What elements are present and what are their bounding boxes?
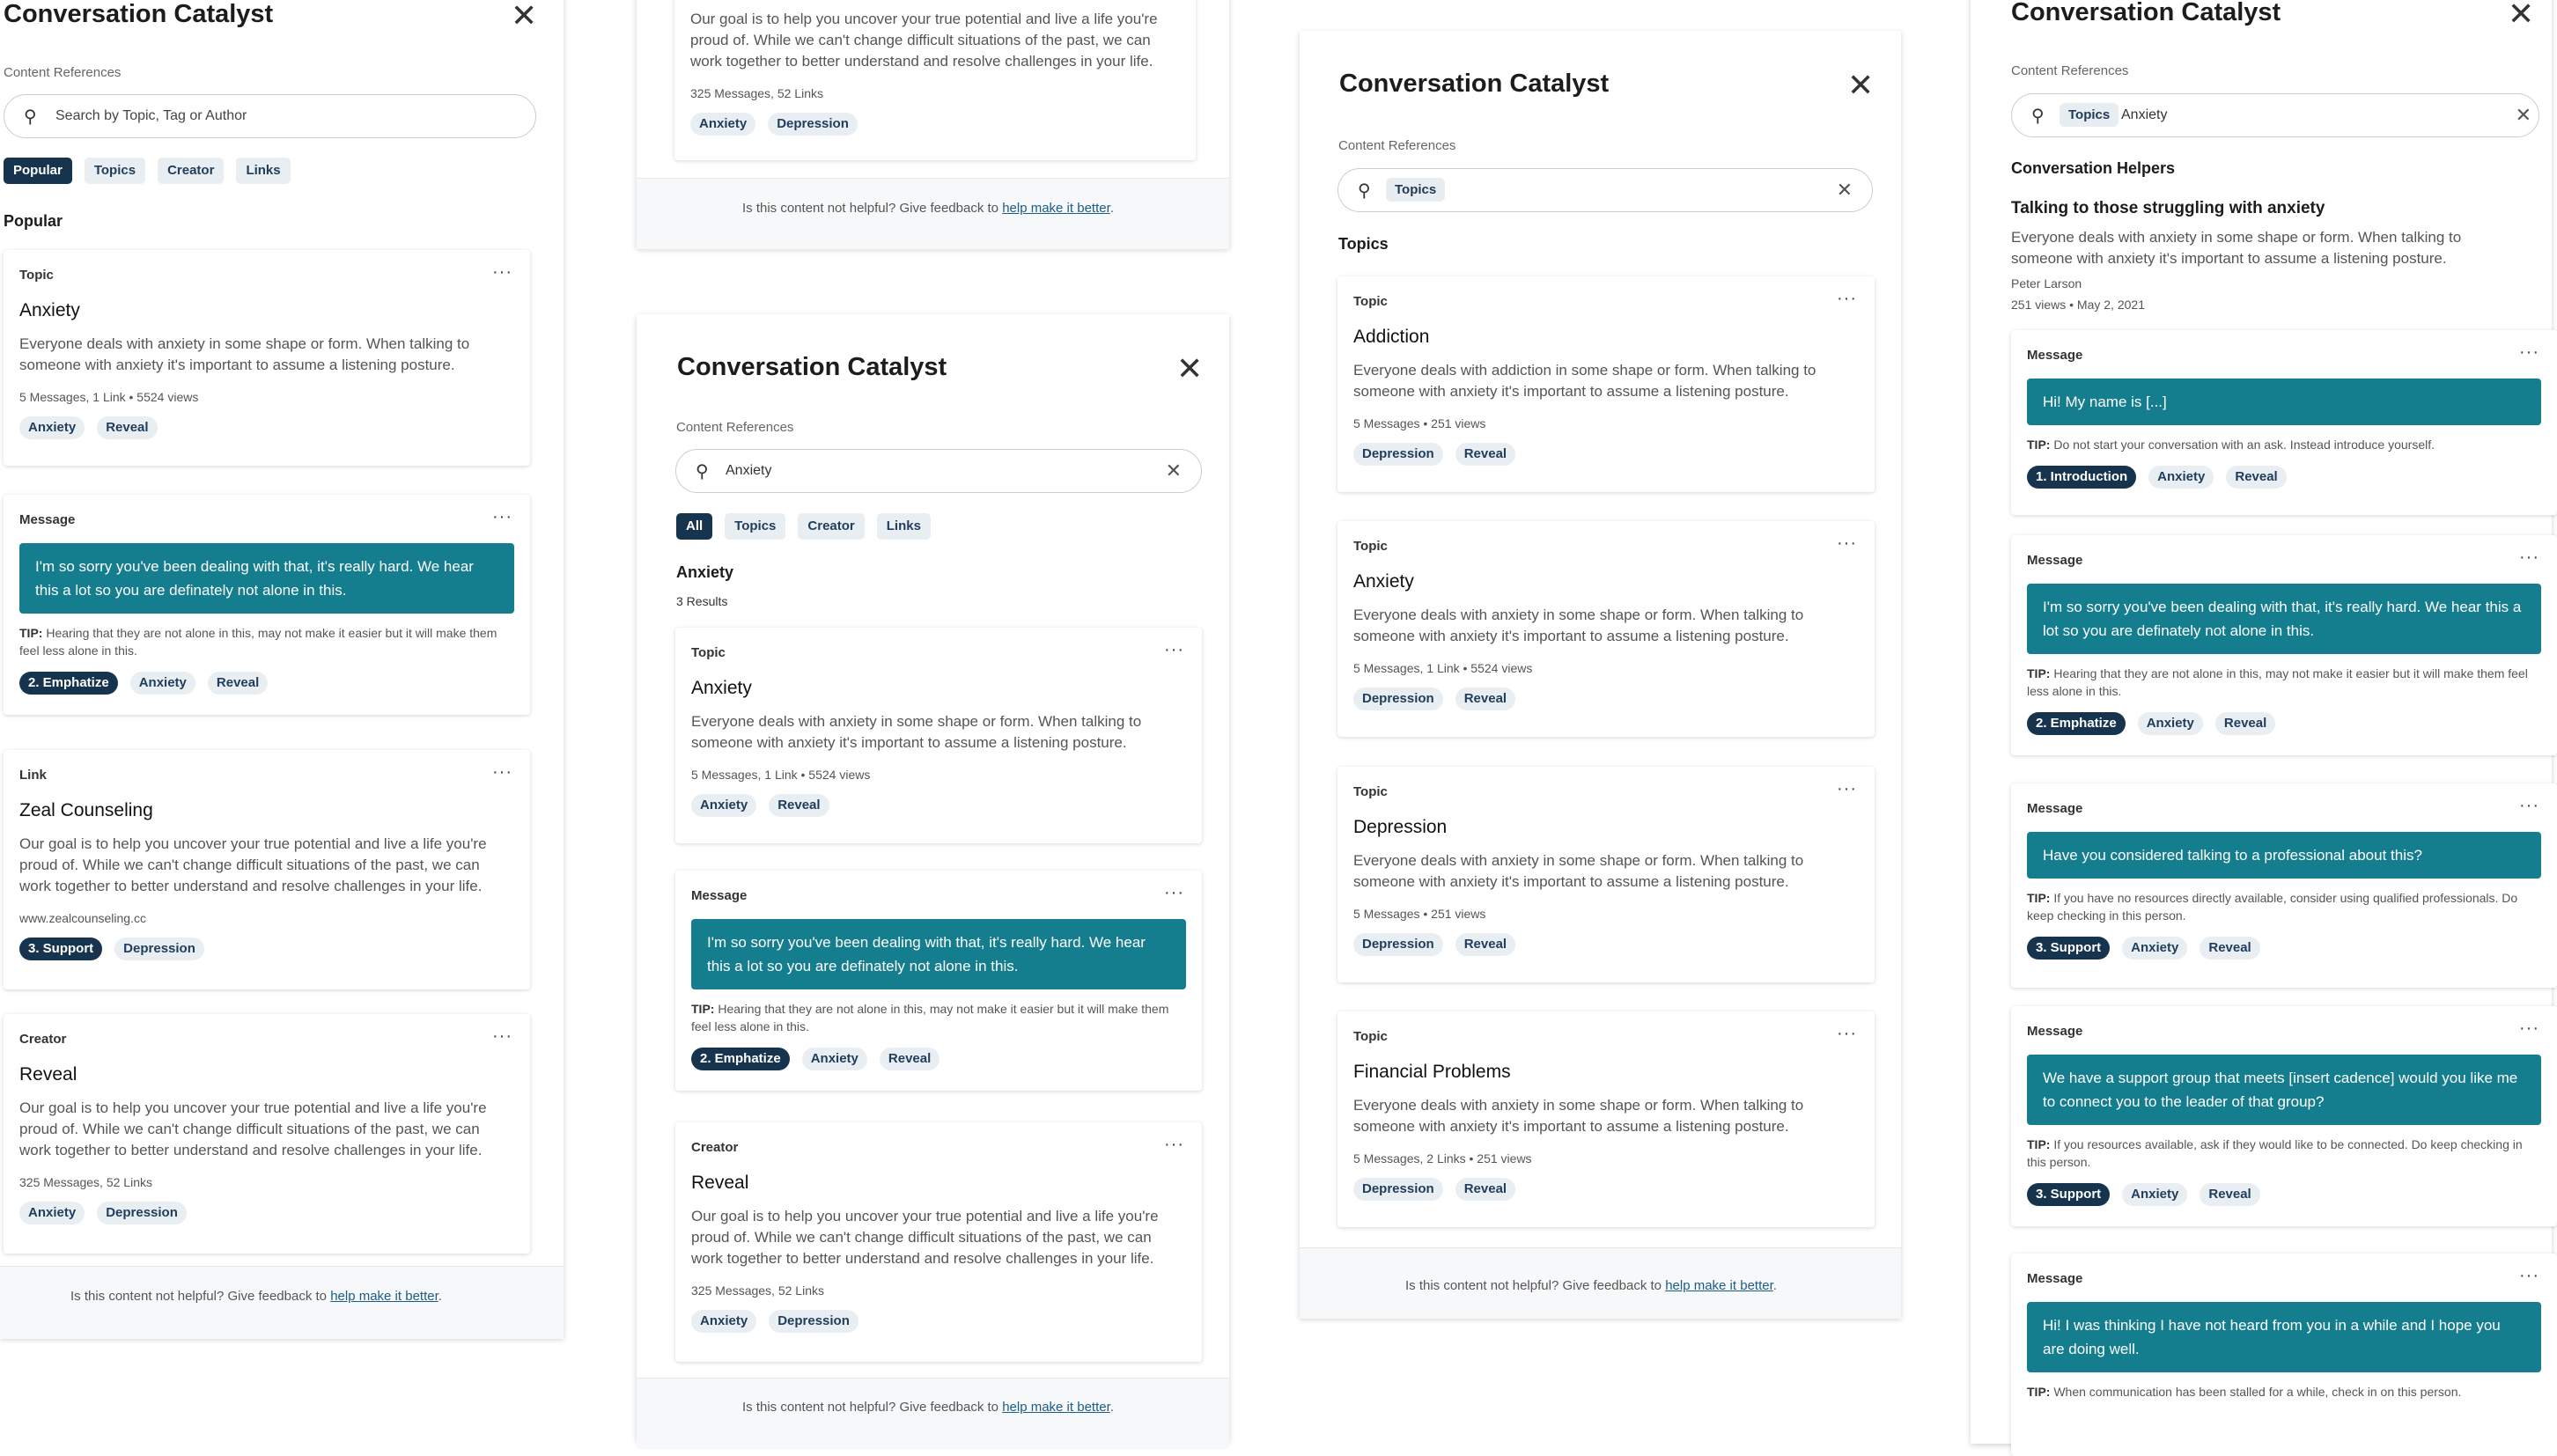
- step-tag[interactable]: 3. Support: [2027, 1183, 2110, 1206]
- step-tag[interactable]: 2. Emphatize: [2027, 712, 2126, 735]
- message-bubble: Have you considered talking to a professional about this?: [2027, 832, 2541, 879]
- message-card[interactable]: [4, 495, 530, 715]
- feedback-footer: [742, 201, 1114, 216]
- tag[interactable]: Anxiety: [691, 1310, 756, 1333]
- card-tags: [1353, 933, 1859, 956]
- card-meta: 325 Messages, 52 Links: [691, 1283, 824, 1298]
- tip-label: TIP:: [691, 1002, 715, 1016]
- card-tags: [19, 672, 514, 695]
- message-card[interactable]: [2011, 330, 2557, 515]
- message-card[interactable]: [2011, 1006, 2557, 1226]
- feedback-footer: [742, 1400, 1114, 1415]
- message-tip: [2027, 436, 2541, 453]
- tag[interactable]: Anxiety: [130, 672, 195, 695]
- card-link-url[interactable]: www.zealcounseling.cc: [19, 911, 146, 925]
- card-type: Creator: [691, 1140, 739, 1155]
- section-heading: Anxiety: [676, 563, 734, 581]
- close-icon[interactable]: ✕: [511, 0, 538, 33]
- card-meta: 5 Messages • 251 views: [1353, 907, 1486, 921]
- filter-topics[interactable]: Topics: [85, 158, 145, 184]
- card-meta: 5 Messages, 1 Link • 5524 views: [1353, 661, 1533, 675]
- tag[interactable]: Depression: [97, 1202, 187, 1224]
- tag[interactable]: Anxiety: [2122, 937, 2187, 960]
- card-type: Topic: [1353, 294, 1388, 309]
- search-icon: ⚲: [1358, 181, 1371, 201]
- card-description: Everyone deals with anxiety in some shape or form. When talking to someone with anxiety it's important to assume a listening posture.: [19, 335, 470, 373]
- more-options-icon[interactable]: ···: [1837, 533, 1857, 553]
- search-input[interactable]: [2011, 93, 2539, 137]
- tag[interactable]: Anxiety: [2148, 466, 2214, 489]
- section-heading: Conversation Helpers: [2011, 159, 2176, 177]
- search-placeholder: Search by Topic, Tag or Author: [55, 108, 247, 123]
- tag[interactable]: Reveal: [1455, 443, 1515, 466]
- search-icon: ⚲: [24, 107, 37, 127]
- tag[interactable]: Reveal: [208, 672, 268, 695]
- card-description: Our goal is to help you uncover your true potential and live a life you're proud of. While we can't change difficult situations of the past, we can work together to better understand and resolve challenges in your life.: [690, 11, 1158, 70]
- card-type: Message: [691, 888, 748, 903]
- tag[interactable]: Reveal: [1455, 688, 1515, 710]
- helper-title: Talking to those struggling with anxiety: [2011, 199, 2325, 217]
- card-type: Message: [2027, 1024, 2083, 1039]
- card-title: Depression: [1353, 817, 1448, 837]
- feedback-link[interactable]: help make it better: [1002, 1400, 1110, 1415]
- card-tags: [2027, 1183, 2541, 1206]
- card-title: Reveal: [19, 1064, 77, 1085]
- filter-links[interactable]: Links: [236, 158, 290, 184]
- feedback-link[interactable]: help make it better: [1002, 201, 1110, 216]
- tag[interactable]: Reveal: [2200, 1183, 2259, 1206]
- card-title: Reveal: [691, 1173, 749, 1193]
- message-bubble: Hi! My name is [...]: [2027, 379, 2541, 425]
- topic-card[interactable]: [1337, 767, 1875, 982]
- panel-search-anxiety: [637, 314, 1229, 1441]
- more-options-icon[interactable]: ···: [1837, 289, 1857, 308]
- message-card[interactable]: [675, 871, 1202, 1091]
- search-value: Anxiety: [726, 463, 772, 478]
- panel-scrolled-fragment: [637, 0, 1229, 248]
- creator-card[interactable]: [675, 1122, 1202, 1362]
- feedback-suffix: .: [1109, 1400, 1114, 1415]
- close-icon[interactable]: ✕: [1176, 350, 1204, 386]
- message-tip: [2027, 1383, 2541, 1401]
- tip-label: TIP:: [2027, 438, 2051, 452]
- card-meta: 5 Messages, 2 Links • 251 views: [1353, 1151, 1532, 1166]
- card-tags: [2027, 712, 2541, 735]
- message-tip: [2027, 665, 2541, 700]
- tag[interactable]: Anxiety: [690, 113, 755, 136]
- message-bubble: I'm so sorry you've been dealing with that, it's really hard. We hear this a lot so you are definately not alone in this.: [691, 919, 1186, 989]
- card-tags: [19, 1202, 514, 1224]
- search-value: Anxiety: [2121, 107, 2168, 122]
- card-tags: [691, 1310, 1186, 1333]
- tip-text: If you resources available, ask if they would like to be connected. Do keep checking in this person.: [2027, 1137, 2523, 1169]
- tag[interactable]: Anxiety: [19, 416, 85, 439]
- more-options-icon[interactable]: ···: [2519, 342, 2539, 362]
- tip-label: TIP:: [2027, 1137, 2051, 1151]
- tip-text: Hearing that they are not alone in this, may not make it easier but it will make them feel less alone in this.: [2027, 666, 2528, 698]
- card-title: Anxiety: [19, 300, 80, 320]
- more-options-icon[interactable]: ···: [1164, 640, 1184, 659]
- tip-label: TIP:: [2027, 666, 2051, 680]
- card-meta: 5 Messages, 1 Link • 5524 views: [691, 768, 871, 782]
- tag[interactable]: Reveal: [2215, 712, 2275, 735]
- card-type: Topic: [1353, 784, 1388, 799]
- panel-topics: [1300, 31, 1901, 1318]
- panel-conversation-helpers: [1971, 0, 2552, 1444]
- tag[interactable]: Anxiety: [802, 1048, 867, 1070]
- more-options-icon[interactable]: ···: [492, 1026, 512, 1046]
- tag[interactable]: Anxiety: [691, 794, 756, 817]
- section-heading: Topics: [1338, 235, 1389, 253]
- tip-label: TIP:: [2027, 891, 2051, 905]
- tag[interactable]: Depression: [1353, 933, 1443, 956]
- card-type: Topic: [19, 268, 54, 283]
- card-tags: [2027, 466, 2541, 489]
- more-options-icon[interactable]: ···: [2519, 548, 2539, 567]
- topic-card[interactable]: [1337, 276, 1875, 492]
- tag[interactable]: Reveal: [769, 794, 829, 817]
- content-references-label: Content References: [4, 65, 122, 80]
- filter-creator[interactable]: Creator: [798, 513, 864, 540]
- more-options-icon[interactable]: ···: [1837, 1024, 1857, 1043]
- card-description: Everyone deals with anxiety in some shape or form. When talking to someone with anxiety it's important to assume a listening posture.: [1353, 1097, 1804, 1135]
- step-tag[interactable]: 3. Support: [2027, 937, 2110, 960]
- card-tags: [691, 794, 1186, 817]
- tag[interactable]: Depression: [114, 938, 204, 960]
- panel-title: Conversation Catalyst: [1339, 70, 1610, 98]
- card-type: Message: [2027, 1271, 2083, 1286]
- search-filter-chip[interactable]: Topics: [1386, 178, 1445, 202]
- card-description: Our goal is to help you uncover your true potential and live a life you're proud of. While we can't change difficult situations of the past, we can work together to better understand and resolve challenges in your life.: [19, 835, 487, 894]
- tip-text: Hearing that they are not alone in this, may not make it easier but it will make them feel less alone in this.: [691, 1002, 1169, 1033]
- feedback-link[interactable]: help make it better: [330, 1289, 438, 1304]
- panel-title: Conversation Catalyst: [2011, 0, 2281, 26]
- filter-links[interactable]: Links: [877, 513, 931, 540]
- message-tip: [691, 1000, 1186, 1035]
- card-type: Topic: [1353, 539, 1388, 554]
- card-meta: 325 Messages, 52 Links: [690, 86, 823, 100]
- tag[interactable]: Depression: [1353, 688, 1443, 710]
- search-input[interactable]: [675, 449, 1202, 493]
- card-description: Our goal is to help you uncover your true potential and live a life you're proud of. While we can't change difficult situations of the past, we can work together to better understand and resolve challenges in your life.: [19, 1099, 487, 1158]
- more-options-icon[interactable]: ···: [1164, 883, 1184, 902]
- feedback-link[interactable]: help make it better: [1665, 1278, 1773, 1293]
- more-options-icon[interactable]: ···: [1837, 779, 1857, 798]
- topic-card[interactable]: [1337, 521, 1875, 737]
- filter-chips: [4, 158, 291, 184]
- feedback-text: Is this content not helpful? Give feedback to: [742, 201, 1003, 216]
- card-description: Everyone deals with anxiety in some shape or form. When talking to someone with anxiety it's important to assume a listening posture.: [691, 713, 1142, 751]
- card-tags: [19, 938, 514, 960]
- clear-search-icon[interactable]: ✕: [1165, 460, 1182, 482]
- feedback-suffix: .: [1109, 201, 1114, 216]
- card-type: Creator: [19, 1032, 67, 1047]
- tag[interactable]: Reveal: [97, 416, 157, 439]
- more-options-icon[interactable]: ···: [2519, 796, 2539, 815]
- panel-title: Conversation Catalyst: [4, 0, 274, 28]
- tip-text: When communication has been stalled for a while, check in on this person.: [2050, 1385, 2462, 1399]
- message-bubble: We have a support group that meets [insert cadence] would you like me to connect you to the leader of that group?: [2027, 1055, 2541, 1125]
- results-count: 3 Results: [676, 594, 728, 608]
- step-tag[interactable]: 2. Emphatize: [691, 1048, 790, 1070]
- card-type: Message: [2027, 348, 2083, 363]
- tip-label: TIP:: [2027, 1385, 2051, 1399]
- tip-text: Do not start your conversation with an ask. Instead introduce yourself.: [2050, 438, 2435, 452]
- tag[interactable]: Depression: [1353, 1178, 1443, 1201]
- more-options-icon[interactable]: ···: [492, 262, 512, 282]
- tag[interactable]: Anxiety: [19, 1202, 85, 1224]
- tag[interactable]: Depression: [769, 1310, 858, 1333]
- filter-popular[interactable]: Popular: [4, 158, 72, 184]
- card-title: Financial Problems: [1353, 1062, 1511, 1082]
- card-type: Topic: [691, 645, 726, 660]
- tag[interactable]: Reveal: [2226, 466, 2286, 489]
- tag[interactable]: Reveal: [1455, 1178, 1515, 1201]
- card-tags: [690, 113, 1180, 136]
- creator-card-partial[interactable]: [674, 0, 1196, 160]
- topic-card[interactable]: [4, 250, 530, 466]
- more-options-icon[interactable]: ···: [492, 762, 512, 782]
- helper-description: Everyone deals with anxiety in some shape or form. When talking to someone with anxiety it's important to assume a listening posture.: [2011, 229, 2462, 267]
- tip-label: TIP:: [19, 626, 43, 640]
- message-card[interactable]: [2011, 783, 2557, 988]
- message-bubble: I'm so sorry you've been dealing with that, it's really hard. We hear this a lot so you are definately not alone in this.: [19, 543, 514, 614]
- card-type: Topic: [1353, 1029, 1388, 1044]
- card-type: Message: [19, 512, 76, 527]
- message-card[interactable]: [2011, 1254, 2557, 1456]
- message-card[interactable]: [2011, 535, 2557, 755]
- more-options-icon[interactable]: ···: [2519, 1266, 2539, 1285]
- tag[interactable]: Depression: [1353, 443, 1443, 466]
- link-card[interactable]: [4, 750, 530, 989]
- filter-creator[interactable]: Creator: [158, 158, 224, 184]
- card-description: Everyone deals with anxiety in some shape or form. When talking to someone with anxiety it's important to assume a listening posture.: [1353, 852, 1804, 890]
- tag[interactable]: Reveal: [2200, 937, 2259, 960]
- card-tags: [1353, 1178, 1859, 1201]
- card-meta: 5 Messages • 251 views: [1353, 416, 1486, 430]
- feedback-text: Is this content not helpful? Give feedback to: [742, 1400, 1003, 1415]
- tag[interactable]: Reveal: [880, 1048, 940, 1070]
- close-icon[interactable]: ✕: [2508, 0, 2535, 32]
- feedback-suffix: .: [438, 1289, 442, 1304]
- feedback-footer: [70, 1289, 442, 1304]
- content-references-label: Content References: [1338, 138, 1456, 153]
- step-tag[interactable]: 3. Support: [19, 938, 102, 960]
- search-input[interactable]: [4, 94, 536, 138]
- tip-text: Hearing that they are not alone in this, may not make it easier but it will make them feel less alone in this.: [19, 626, 497, 658]
- topic-card[interactable]: [675, 628, 1202, 843]
- feedback-footer: [1405, 1278, 1777, 1293]
- clear-search-icon[interactable]: ✕: [2515, 104, 2531, 126]
- feedback-suffix: .: [1772, 1278, 1777, 1293]
- tag[interactable]: Anxiety: [2122, 1183, 2187, 1206]
- search-input[interactable]: [1337, 168, 1873, 212]
- close-icon[interactable]: ✕: [1847, 67, 1875, 103]
- card-meta: 5 Messages, 1 Link • 5524 views: [19, 390, 199, 404]
- card-title: Addiction: [1353, 327, 1430, 347]
- card-type: Message: [2027, 801, 2083, 816]
- card-type: Link: [19, 768, 47, 783]
- filter-topics[interactable]: Topics: [725, 513, 785, 540]
- card-title: Zeal Counseling: [19, 800, 153, 820]
- content-references-label: Content References: [2011, 63, 2129, 78]
- card-tags: [2027, 937, 2541, 960]
- more-options-icon[interactable]: ···: [2519, 1018, 2539, 1038]
- search-filter-chip[interactable]: Topics: [2060, 103, 2119, 127]
- helper-meta: 251 views • May 2, 2021: [2011, 298, 2145, 312]
- helper-author: Peter Larson: [2011, 276, 2082, 290]
- panel-title: Conversation Catalyst: [677, 353, 947, 381]
- tag[interactable]: Anxiety: [2138, 712, 2203, 735]
- content-references-label: Content References: [676, 420, 794, 435]
- panel-popular: [0, 0, 564, 1338]
- message-tip: [2027, 889, 2541, 924]
- feedback-text: Is this content not helpful? Give feedback to: [1405, 1278, 1666, 1293]
- filter-chips: [676, 513, 931, 540]
- card-tags: [19, 416, 514, 439]
- helper-summary[interactable]: [2011, 199, 2522, 312]
- message-tip: [2027, 1136, 2541, 1171]
- message-bubble: I'm so sorry you've been dealing with that, it's really hard. We hear this a lot so you are definately not alone in this.: [2027, 584, 2541, 654]
- message-tip: [19, 624, 514, 659]
- message-bubble: Hi! I was thinking I have not heard from you in a while and I hope you are doing well.: [2027, 1302, 2541, 1372]
- card-type: Message: [2027, 553, 2083, 568]
- card-title: Anxiety: [691, 678, 752, 698]
- step-tag[interactable]: 2. Emphatize: [19, 672, 118, 695]
- card-description: Everyone deals with anxiety in some shape or form. When talking to someone with anxiety it's important to assume a listening posture.: [1353, 607, 1804, 644]
- search-icon: ⚲: [2031, 107, 2045, 126]
- card-title: Anxiety: [1353, 571, 1414, 592]
- filter-all[interactable]: All: [676, 513, 712, 540]
- card-description: Our goal is to help you uncover your true potential and live a life you're proud of. While we can't change difficult situations of the past, we can work together to better understand and resolve challenges in your life.: [691, 1208, 1159, 1267]
- more-options-icon[interactable]: ···: [492, 507, 512, 526]
- step-tag[interactable]: 1. Introduction: [2027, 466, 2136, 489]
- creator-card[interactable]: [4, 1014, 530, 1254]
- card-tags: [1353, 443, 1859, 466]
- tip-text: If you have no resources directly available, consider using qualified professionals. Do keep checking in this person.: [2027, 891, 2518, 923]
- feedback-text: Is this content not helpful? Give feedback to: [70, 1289, 331, 1304]
- tag[interactable]: Reveal: [1455, 933, 1515, 956]
- tag[interactable]: Depression: [768, 113, 858, 136]
- search-icon: ⚲: [696, 462, 709, 482]
- more-options-icon[interactable]: ···: [1164, 1135, 1184, 1154]
- clear-search-icon[interactable]: ✕: [1836, 179, 1853, 201]
- card-tags: [691, 1048, 1186, 1070]
- card-meta: 325 Messages, 52 Links: [19, 1175, 152, 1189]
- card-tags: [1353, 688, 1859, 710]
- topic-card[interactable]: [1337, 1011, 1875, 1227]
- section-heading: Popular: [4, 212, 63, 230]
- card-description: Everyone deals with addiction in some shape or form. When talking to someone with anxiety it's important to assume a listening posture.: [1353, 362, 1816, 400]
